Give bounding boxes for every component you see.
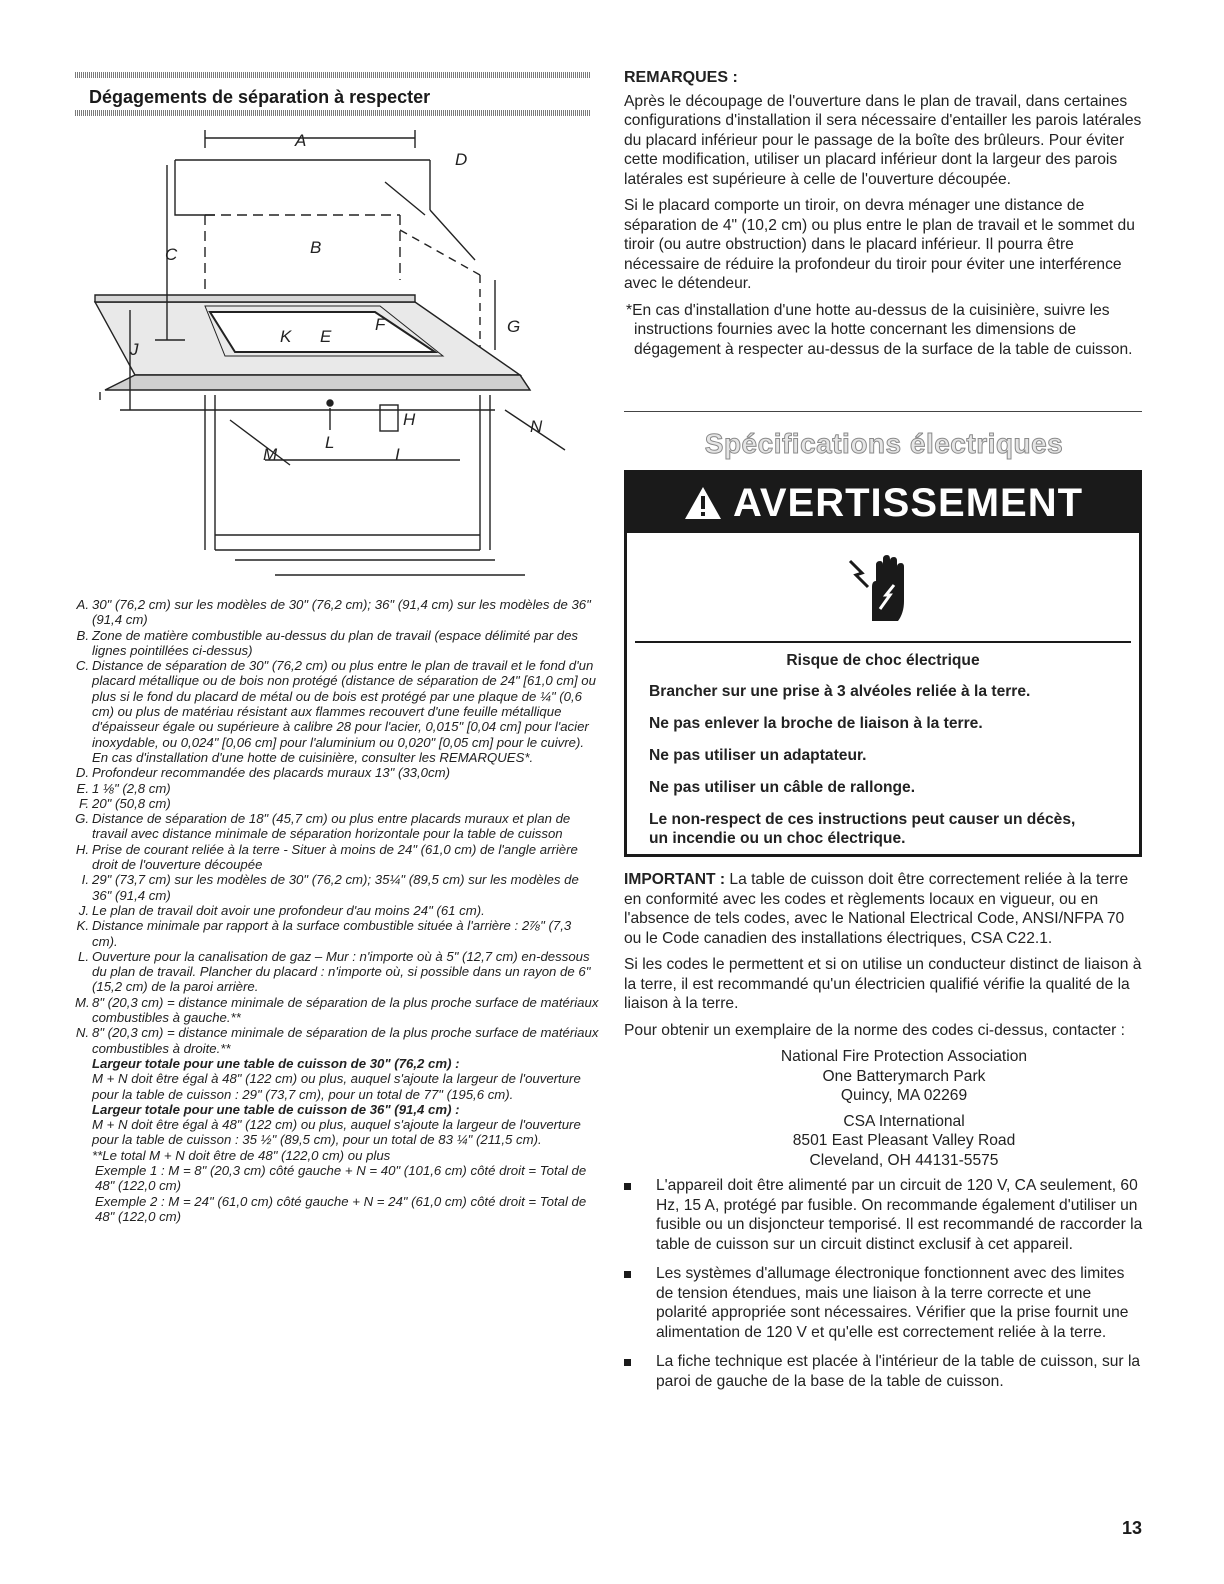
clearance-section-header — [75, 72, 590, 116]
remarks-section — [624, 68, 1144, 366]
example-1: Exemple 1 : M = 8" (20,3 cm) côté gauche + N = 40" (101,6 cm) côté droit = Total de 48" (122,0 cm) — [95, 1162, 587, 1194]
bullet-square-icon — [624, 1176, 656, 1254]
hatch-rule-bottom — [75, 110, 590, 116]
warning-line: Ne pas utiliser un câble de rallonge. — [649, 779, 916, 796]
warning-line: Le non-respect de ces instructions peut causer un décès, un incendie ou un choc électrique. — [649, 811, 1076, 847]
legend-item: E. 1 ⅛" (2,8 cm) — [76, 780, 171, 796]
diagram-label-l: L — [325, 433, 335, 452]
legend-item: K. Distance minimale par rapport à la surface combustible située à l'arrière : 2⅞" (7,3 cm). — [76, 918, 572, 949]
total-36-block — [75, 1102, 600, 1148]
legend-item: H. Prise de courant reliée à la terre - Situer à moins de 24" (61,0 cm) de l'angle arrière droit de l'ouverture découpée — [75, 841, 578, 873]
diagram-label-g: G — [507, 317, 521, 336]
diagram-label-b: B — [310, 238, 322, 257]
bullet-square-icon — [624, 1352, 656, 1391]
example-2: Exemple 2 : M = 24" (61,0 cm) côté gauche + N = 24" (61,0 cm) côté droit = Total de 48" (122,0 cm) — [95, 1193, 587, 1224]
important-label: IMPORTANT : — [624, 871, 726, 888]
hatch-rule-top — [75, 72, 590, 78]
warning-triangle-icon — [683, 485, 723, 521]
bullet-item: La fiche technique est placée à l'intérieur de la table de cuisson, sur la paroi de gauche de la base de la table de cuisson. — [624, 1352, 1144, 1391]
legend-item: N. 8" (20,3 cm) = distance minimale de séparation de la plus proche surface de matériaux combustibles à droite.** — [75, 1025, 599, 1056]
nfpa-address: National Fire Protection Association One Batterymarch Park Quincy, MA 02269 — [780, 1048, 1028, 1104]
legend-item: J. Le plan de travail doit avoir une profondeur d'au moins 24" (61 cm). — [78, 902, 485, 918]
warning-header — [627, 473, 1139, 533]
legend-item: I. 29" (73,7 cm) sur les modèles de 30" (76,2 cm); 35¼" (89,5 cm) sur les modèles de 36" (91,4 cm) — [81, 872, 579, 903]
total-36-heading: Largeur totale pour une table de cuisson de 36" (91,4 cm) : — [92, 1101, 460, 1117]
legend-item: F. 20" (50,8 cm) — [78, 795, 171, 811]
legend-item: L. Ouverture pour la canalisation de gaz – Mur : n'importe où à 5" (12,7 cm) en-dessous du plan de travail. Plancher du placard : n'importe où, si possible dans un rayon de 6" (15,2 cm) de la paroi arrière. — [78, 948, 591, 995]
warning-line: Brancher sur une prise à 3 alvéoles reliée à la terre. — [649, 683, 1031, 700]
diagram-label-f: F — [375, 315, 386, 334]
legend-item: B. Zone de matière combustible au-dessus du plan de travail (espace délimité par des lignes pointillées ci-dessus) — [76, 627, 579, 658]
total-36-text: M + N doit être égal à 48" (122 cm) ou plus, auquel s'ajoute la largeur de l'ouverture pour la table de cuisson : 35 ½" (89,5 cm), pour un total de 83 ¼" (211,5 cm). — [92, 1117, 581, 1148]
legend-item: A. 30" (76,2 cm) sur les modèles de 30" (76,2 cm); 36" (91,4 cm) sur les modèles de 36" (91,4 cm) — [76, 597, 591, 628]
diagram-legend — [75, 597, 600, 1224]
csa-address: CSA International 8501 East Pleasant Valley Road Cleveland, OH 44131-5575 — [792, 1112, 1016, 1169]
total-30-text: M + N doit être égal à 48" (122 cm) ou plus, auquel s'ajoute la largeur de l'ouverture pour la table de cuisson : 29" (73,7 cm), pour un total de 77" (195,6 cm). — [92, 1071, 581, 1102]
total-30-block — [75, 1056, 600, 1102]
electrical-requirements — [624, 870, 1144, 1401]
remarks-hood-note: *En cas d'installation d'une hotte au-dessus de la cuisinière, suivre les instructions fournies avec la hotte concernant les dimensions de dégagement à respecter au-dessus de la surface de la table de cuisson. — [626, 301, 1133, 358]
important-text: La table de cuisson doit être correctement reliée à la terre en conformité avec les codes et règlements locaux en vigueur, ou en l'absence de tels codes, avec le National Electrical Code, ANSI/NFPA 70 ou le Code canadien des installations électriques, CSA C22.1. — [624, 871, 1129, 947]
warning-risk: Risque de choc électrique — [786, 652, 980, 669]
warning-line: Ne pas enlever la broche de liaison à la terre. — [649, 715, 983, 732]
warning-header-text: AVERTISSEMENT — [732, 480, 1084, 525]
diagram-label-e: E — [320, 327, 332, 346]
obtain-paragraph: Pour obtenir un exemplaire de la norme des codes ci-dessus, contacter : — [624, 1021, 1125, 1039]
electrical-specs-title: Spécifications électriques — [704, 428, 1064, 459]
diagram-label-a: A — [295, 131, 307, 150]
diagram-label-h: H — [403, 410, 416, 429]
diagram-label-n: N — [530, 417, 543, 436]
diagram-label-m: M — [263, 445, 278, 464]
legend-item: D. Profondeur recommandée des placards muraux 13" (33,0cm) — [75, 765, 450, 781]
diagram-label-d: D — [455, 150, 468, 169]
legend-item: C. Distance de séparation de 30" (76,2 cm) ou plus entre le plan de travail et le fond d'un placard métallique ou de bois non protégé (distance de séparation de 24" [61,0 cm] ou plus si le fond du placard de métal ou de bois est protégé par une plaque de ¼" (0,6 cm) ou plus de matériau résistant aux flammes recouvert d'une feuille métallique d'épaisseur égale ou supérieure à calibre 28 pour l'acier, 0,015" [0,04 cm] pour l'acier inoxydable, ou 0,024" [0,06 cm] pour l'aluminium ou 0,020" [0,05 cm] pour le cuivre). En cas d'installation d'une hotte de cuisinière, consulter les REMARQUES*. — [75, 658, 596, 765]
legend-item: G. Distance de séparation de 18" (45,7 cm) ou plus entre placards muraux et plan de travail avec distance minimale de séparation horizontale pour la table de cuisson — [75, 811, 571, 842]
total-30-heading: Largeur totale pour une table de cuisson de 30" (76,2 cm) : — [92, 1055, 460, 1071]
remarks-paragraph-2: Si le placard comporte un tiroir, on devra ménager une distance de séparation de 4" (10,2 cm) ou plus entre le plan de travail et le sommet du tiroir (ou autre obstruction) dans le placard inférieur. Il pourra être nécessaire de réduire la profondeur du tiroir pour éviter une interférence avec le détendeur. — [624, 197, 1135, 292]
legend-item: M. 8" (20,3 cm) = distance minimale de séparation de la plus proche surface de matériaux combustibles à gauche.** — [75, 994, 599, 1026]
warning-body — [627, 651, 1139, 861]
diagram-label-j: J — [130, 340, 139, 359]
section-divider — [624, 411, 1142, 412]
bullet-item: L'appareil doit être alimenté par un circuit de 120 V, CA seulement, 60 Hz, 15 A, protégé par fusible. On recommande également d'utiliser un fusible ou un disjoncteur temporisé. Il est recommandé de raccorder la table de cuisson sur un circuit distinct exclusif à cet appareil. — [624, 1176, 1144, 1254]
diagram-label-i: I — [395, 445, 400, 464]
important-paragraph — [624, 870, 1144, 948]
installation-clearance-diagram — [75, 120, 595, 590]
warning-line: Ne pas utiliser un adaptateur. — [649, 747, 867, 764]
warning-box — [624, 470, 1142, 857]
warning-divider — [635, 641, 1131, 643]
bullet-item: Les systèmes d'allumage électronique fonctionnent avec des limites de tension étendues, mais une liaison à la terre correcte et une polarité appropriée sont nécessaires. Vérifier que la prise fournit une alimentation de 120 V et qu'elle est correctement reliée à la terre. — [624, 1264, 1144, 1342]
codes-paragraph: Si les codes le permettent et si on utilise un conducteur distinct de liaison à la terre, il est recommandé qu'un électricien qualifié vérifie la qualité de la liaison à la terre. — [624, 956, 1142, 1012]
bullet-square-icon — [624, 1264, 656, 1342]
diagram-label-c: C — [165, 245, 178, 264]
page-number: 13 — [1122, 1518, 1143, 1538]
total-note: **Le total M + N doit être de 48" (122,0 cm) ou plus — [92, 1147, 391, 1163]
remarks-paragraph-1: Après le découpage de l'ouverture dans le plan de travail, dans certaines configurations d'installation il sera nécessaire d'entailler les parois latérales du placard inférieur pour le passage de la boîte des brûleurs. Pour éviter cette modification, utiliser un placard inférieur dont la largeur des parois latérales est supérieure à celle de l'ouverture découpée. — [624, 92, 1142, 188]
section-title: Dégagements de séparation à respecter — [89, 87, 431, 107]
electric-shock-hand-icon — [842, 551, 922, 631]
remarks-title: REMARQUES : — [624, 69, 738, 86]
diagram-label-k: K — [280, 327, 292, 346]
